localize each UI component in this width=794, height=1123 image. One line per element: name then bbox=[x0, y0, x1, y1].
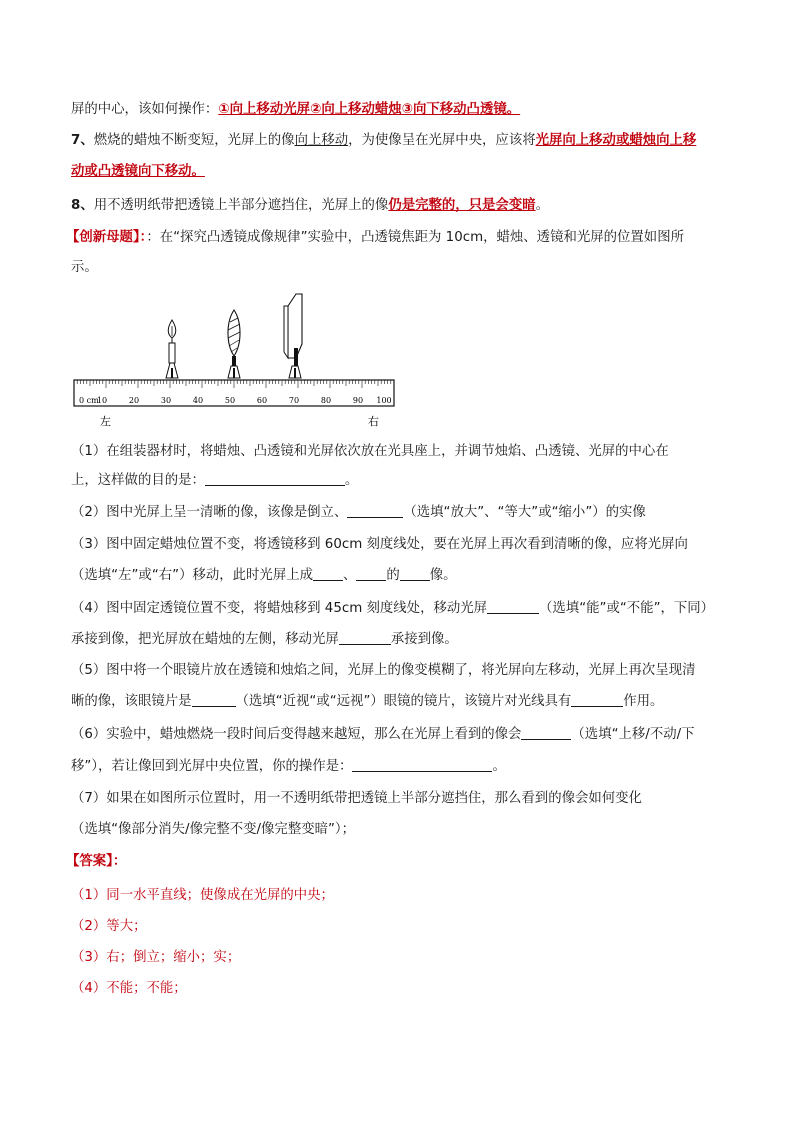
question-line bbox=[71, 820, 355, 840]
question-line bbox=[71, 566, 457, 586]
question-line bbox=[71, 757, 506, 777]
text: （选填“能”或“不能”，下同） bbox=[539, 601, 715, 616]
text: 承接到像，把光屏放在蜡烛的左侧，移动光屏 bbox=[71, 632, 339, 647]
tick-label: 0 cm bbox=[79, 396, 99, 405]
text: （5）图中将一个眼镜片放在透镜和烛焰之间，光屏上的像变模糊了，将光屏向左移动，光屏上再次呈现清 bbox=[71, 663, 696, 678]
paragraph-line bbox=[71, 258, 98, 278]
question-line bbox=[71, 471, 358, 491]
paragraph-line bbox=[66, 228, 684, 248]
answer-blank[interactable] bbox=[400, 566, 430, 581]
tick-label: 50 bbox=[224, 396, 236, 405]
tick-label: 30 bbox=[160, 396, 172, 405]
text: 的 bbox=[386, 568, 400, 583]
text: （1）在组装器材时，将蜡烛、凸透镜和光屏依次放在光具座上，并调节烛焰、凸透镜、光屏的中心在 bbox=[71, 444, 669, 459]
answer-text: （3）右；倒立；缩小；实； bbox=[71, 950, 241, 965]
text: （选填“像部分消失/像完整不变/像完整变暗”）； bbox=[71, 822, 356, 837]
paragraph-line bbox=[71, 131, 696, 151]
answer-blank[interactable] bbox=[487, 599, 539, 614]
question-line bbox=[71, 789, 642, 809]
text: 。 bbox=[344, 473, 359, 488]
text: 。 bbox=[535, 198, 549, 213]
answer-blank[interactable] bbox=[347, 503, 403, 518]
text: 晰的像，该眼镜片是 bbox=[71, 694, 192, 709]
answer-text: 仍是完整的，只是会变暗 bbox=[388, 198, 536, 213]
question-line bbox=[71, 725, 695, 745]
question-line bbox=[71, 630, 458, 650]
text: （6）实验中，蜡烛燃烧一段时间后变得越来越短，那么在光屏上看到的像会 bbox=[71, 727, 522, 742]
tick-label: 10 bbox=[96, 396, 108, 405]
section-tag: 【答案】： bbox=[66, 854, 127, 869]
text: （选填“左”或“右”）移动，此时光屏上成 bbox=[71, 568, 313, 583]
text: ，为使像呈在光屏中央，应该将 bbox=[348, 133, 536, 148]
optical-bench-figure bbox=[70, 288, 405, 430]
text: 。 bbox=[492, 759, 506, 774]
text: 示。 bbox=[71, 260, 98, 275]
answer-blank[interactable] bbox=[571, 692, 623, 707]
item-number: 7、 bbox=[71, 133, 94, 148]
underlined-text: 向上移动 bbox=[294, 133, 349, 148]
convex-lens bbox=[228, 310, 240, 378]
answer-text: 光屏向上移动或蜡烛向上移 bbox=[535, 133, 697, 148]
question-line bbox=[71, 503, 646, 523]
answer-blank[interactable] bbox=[521, 725, 571, 740]
answer-text: （4）不能；不能； bbox=[71, 981, 187, 996]
tick-label: 80 bbox=[320, 396, 332, 405]
answer-blank[interactable] bbox=[352, 757, 492, 772]
section-tag: 【创新母题】： bbox=[66, 230, 147, 245]
question-line bbox=[71, 692, 663, 712]
paragraph-line bbox=[71, 162, 205, 182]
text: 承接到像。 bbox=[390, 632, 458, 647]
answer-blank[interactable] bbox=[205, 471, 345, 486]
answer-blank[interactable] bbox=[313, 566, 343, 581]
tick-label: 70 bbox=[288, 396, 300, 405]
text: （选填“上移/不动/下 bbox=[571, 727, 695, 742]
left-label: 左 bbox=[100, 415, 111, 428]
answer-line bbox=[71, 948, 240, 968]
question-line bbox=[71, 535, 688, 555]
answer-text: 动或凸透镜向下移动。 bbox=[71, 164, 205, 179]
right-label: 右 bbox=[368, 415, 379, 428]
question-line bbox=[71, 661, 696, 681]
text: （2）图中光屏上呈一清晰的像，该像是倒立、 bbox=[71, 505, 348, 520]
text: 上，这样做的目的是： bbox=[71, 473, 205, 488]
answer-text: ①向上移动光屏②向上移动蜡烛③向下移动凸透镜。 bbox=[218, 102, 521, 117]
answer-header bbox=[66, 852, 126, 872]
question-line bbox=[71, 599, 714, 619]
tick-label: 100 bbox=[376, 396, 392, 405]
candle bbox=[166, 320, 178, 378]
text: （3）图中固定蜡烛位置不变，将透镜移到 60cm 刻度线处，要在光屏上再次看到清晰的像，应将光屏向 bbox=[71, 537, 688, 552]
answer-blank[interactable] bbox=[192, 692, 236, 707]
answer-blank[interactable] bbox=[356, 566, 386, 581]
text: 移”），若让像回到光屏中央位置，你的操作是： bbox=[71, 759, 353, 774]
item-number: 8、 bbox=[71, 198, 94, 213]
paragraph-line bbox=[71, 100, 520, 120]
answer-line bbox=[71, 917, 146, 937]
text: 作用。 bbox=[623, 694, 664, 709]
question-line bbox=[71, 442, 669, 462]
answer-line bbox=[71, 979, 187, 999]
answer-text: （2）等大； bbox=[71, 919, 147, 934]
text: ：在“探究凸透镜成像规律”实验中，凸透镜焦距为 10cm，蜡烛、透镜和光屏的位置如图所 bbox=[146, 230, 684, 245]
tick-label: 90 bbox=[352, 396, 364, 405]
tick-label: 40 bbox=[192, 396, 204, 405]
text: 屏的中心，该如何操作： bbox=[71, 102, 219, 117]
text: 、 bbox=[343, 568, 357, 583]
text: （选填“近视“或“远视”）眼镜的镜片，该镜片对光线具有 bbox=[235, 694, 572, 709]
answer-line bbox=[71, 886, 334, 906]
answer-text: （1）同一水平直线；使像成在光屏的中央； bbox=[71, 888, 334, 903]
tick-label: 60 bbox=[256, 396, 268, 405]
text: 用不透明纸带把透镜上半部分遮挡住，光屏上的像 bbox=[93, 198, 389, 213]
text: （选填“放大”、“等大”或“缩小”）的实像 bbox=[403, 505, 646, 520]
ruler bbox=[74, 380, 394, 406]
paragraph-line bbox=[71, 196, 549, 216]
text: 燃烧的蜡烛不断变短，光屏上的像 bbox=[93, 133, 295, 148]
answer-blank[interactable] bbox=[339, 630, 391, 645]
text: （4）图中固定透镜位置不变，将蜡烛移到 45cm 刻度线处，移动光屏 bbox=[71, 601, 488, 616]
text: （7）如果在如图所示位置时，用一不透明纸带把透镜上半部分遮挡住，那么看到的像会如何变化 bbox=[71, 791, 642, 806]
light-screen bbox=[284, 294, 302, 378]
tick-label: 20 bbox=[128, 396, 140, 405]
text: 像。 bbox=[429, 568, 457, 583]
